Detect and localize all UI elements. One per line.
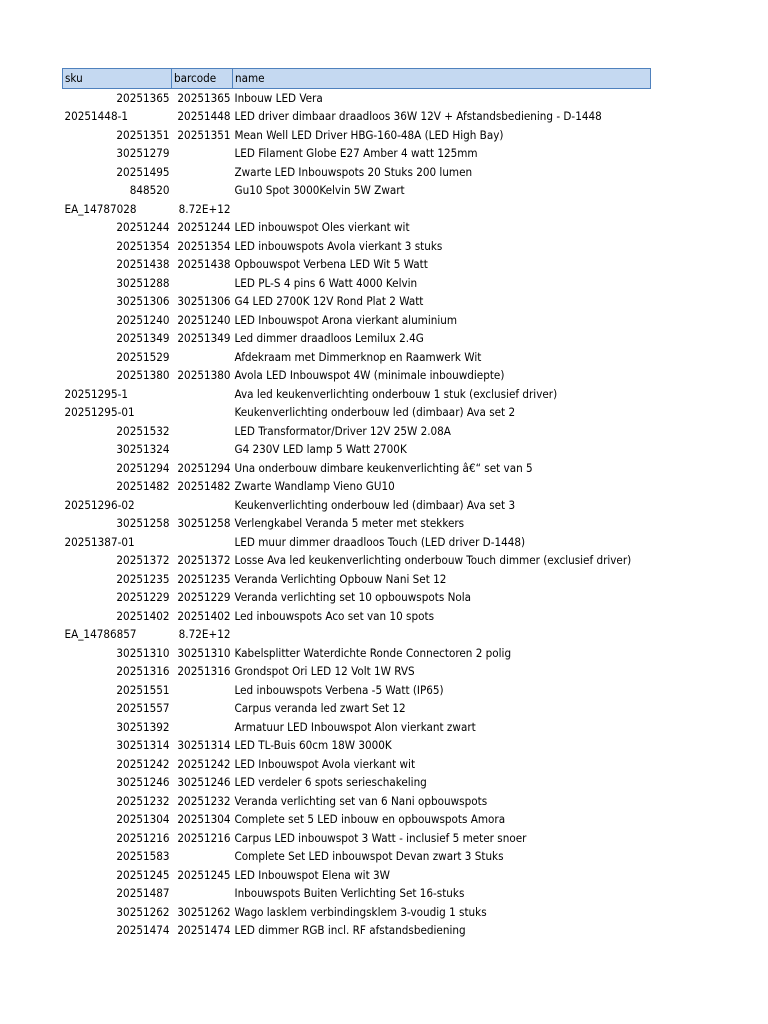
sku-cell[interactable]: 20251240 bbox=[116, 312, 170, 327]
barcode-cell[interactable] bbox=[172, 533, 233, 552]
name-cell[interactable]: LED verdeler 6 spots serieschakeling bbox=[234, 775, 427, 790]
table-row bbox=[63, 773, 651, 792]
name-cell[interactable]: Keukenverlichting onderbouw led (dimbaar) Ava set 2 bbox=[234, 405, 516, 420]
barcode-cell[interactable]: 30251314 bbox=[177, 738, 231, 753]
barcode-cell[interactable]: 20251245 bbox=[177, 867, 231, 882]
name-cell[interactable]: Veranda Verlichting Opbouw Nani Set 12 bbox=[234, 571, 447, 586]
table-row bbox=[63, 718, 651, 737]
name-cell[interactable]: LED inbouwspot Oles vierkant wit bbox=[234, 220, 410, 235]
sku-cell[interactable]: 20251557 bbox=[116, 701, 170, 716]
table-row bbox=[63, 551, 651, 570]
barcode-cell[interactable]: 20251448 bbox=[177, 109, 231, 124]
barcode-cell[interactable]: 20251244 bbox=[177, 220, 231, 235]
barcode-cell[interactable] bbox=[172, 718, 233, 737]
sku-cell[interactable]: 20251387-01 bbox=[64, 534, 135, 549]
name-cell[interactable]: Keukenverlichting onderbouw led (dimbaar) Ava set 3 bbox=[234, 497, 516, 512]
sku-cell[interactable]: 20251242 bbox=[116, 756, 170, 771]
table-row bbox=[63, 477, 651, 496]
table-row bbox=[63, 385, 651, 404]
barcode-cell[interactable]: 20251316 bbox=[177, 664, 231, 679]
sku-cell[interactable]: 20251482 bbox=[116, 479, 170, 494]
sku-cell[interactable]: 20251448-1 bbox=[64, 109, 128, 124]
sku-cell[interactable]: 20251296-02 bbox=[64, 497, 135, 512]
name-cell[interactable]: LED driver dimbaar draadloos 36W 12V + Afstandsbediening - D-1448 bbox=[234, 109, 602, 124]
name-cell[interactable]: Zwarte LED Inbouwspots 20 Stuks 200 lumen bbox=[234, 164, 473, 179]
table-row bbox=[63, 810, 651, 829]
sku-cell[interactable]: 20251532 bbox=[116, 423, 170, 438]
barcode-cell[interactable]: 20251242 bbox=[177, 756, 231, 771]
sku-cell[interactable]: 30251258 bbox=[116, 516, 170, 531]
name-cell[interactable]: Losse Ava led keukenverlichting onderbouw Touch dimmer (exclusief driver) bbox=[234, 553, 632, 568]
barcode-cell[interactable] bbox=[172, 274, 233, 293]
barcode-cell[interactable]: 20251294 bbox=[177, 460, 231, 475]
sku-cell[interactable]: 30251392 bbox=[116, 719, 170, 734]
name-cell[interactable]: LED TL-Buis 60cm 18W 3000K bbox=[234, 738, 392, 753]
sku-cell[interactable]: 20251294 bbox=[116, 460, 170, 475]
table-row bbox=[63, 403, 651, 422]
barcode-cell[interactable] bbox=[172, 181, 233, 200]
name-cell[interactable]: Ava led keukenverlichting onderbouw 1 stuk (exclusief driver) bbox=[234, 386, 558, 401]
barcode-cell[interactable]: 30251310 bbox=[177, 645, 231, 660]
sku-cell[interactable]: 20251583 bbox=[116, 849, 170, 864]
barcode-cell[interactable]: 20251402 bbox=[177, 608, 231, 623]
barcode-cell[interactable]: 30251258 bbox=[177, 516, 231, 531]
barcode-cell[interactable]: 8.72E+12 bbox=[178, 627, 231, 642]
table-row bbox=[63, 440, 651, 459]
table-row bbox=[63, 366, 651, 385]
name-cell[interactable]: Carpus veranda led zwart Set 12 bbox=[234, 701, 406, 716]
name-cell[interactable] bbox=[233, 200, 651, 219]
name-cell[interactable]: Wago lasklem verbindingsklem 3-voudig 1 stuks bbox=[234, 904, 487, 919]
barcode-cell[interactable] bbox=[172, 348, 233, 367]
barcode-cell[interactable] bbox=[172, 884, 233, 903]
table-row bbox=[63, 847, 651, 866]
barcode-cell[interactable]: 20251438 bbox=[177, 257, 231, 272]
name-cell[interactable]: Led dimmer draadloos Lemilux 2.4G bbox=[234, 331, 424, 346]
table-row bbox=[63, 625, 651, 644]
table-row bbox=[63, 681, 651, 700]
sku-cell[interactable]: 20251495 bbox=[116, 164, 170, 179]
table-row bbox=[63, 533, 651, 552]
sku-cell[interactable]: 30251279 bbox=[116, 146, 170, 161]
table-row bbox=[63, 699, 651, 718]
name-cell[interactable]: Una onderbouw dimbare keukenverlichting â€“ set van 5 bbox=[234, 460, 533, 475]
barcode-cell[interactable]: 20251474 bbox=[177, 923, 231, 938]
name-cell[interactable]: Zwarte Wandlamp Vieno GU10 bbox=[234, 479, 395, 494]
name-cell[interactable]: Opbouwspot Verbena LED Wit 5 Watt bbox=[234, 257, 428, 272]
sku-cell[interactable]: 30251324 bbox=[116, 442, 170, 457]
barcode-cell[interactable]: 20251372 bbox=[177, 553, 231, 568]
sku-cell[interactable]: 20251487 bbox=[116, 886, 170, 901]
name-cell[interactable]: Inbouwspots Buiten Verlichting Set 16-stuks bbox=[234, 886, 465, 901]
name-cell[interactable]: Avola LED Inbouwspot 4W (minimale inbouwdiepte) bbox=[234, 368, 505, 383]
table-row bbox=[63, 736, 651, 755]
table-row bbox=[63, 459, 651, 478]
barcode-cell[interactable]: 20251216 bbox=[177, 830, 231, 845]
table-row bbox=[63, 422, 651, 441]
barcode-cell[interactable]: 30251262 bbox=[177, 904, 231, 919]
name-cell[interactable]: G4 LED 2700K 12V Rond Plat 2 Watt bbox=[234, 294, 424, 309]
barcode-cell[interactable]: 20251240 bbox=[177, 312, 231, 327]
barcode-cell[interactable] bbox=[172, 422, 233, 441]
barcode-cell[interactable]: 30251246 bbox=[177, 775, 231, 790]
table-row bbox=[63, 311, 651, 330]
column-header-name[interactable]: name bbox=[233, 69, 651, 89]
column-header-sku[interactable]: sku bbox=[63, 69, 172, 89]
name-cell[interactable]: Mean Well LED Driver HBG-160-48A (LED High Bay) bbox=[234, 127, 504, 142]
name-cell[interactable]: LED dimmer RGB incl. RF afstandsbediening bbox=[234, 923, 466, 938]
sku-cell[interactable]: 20251235 bbox=[116, 571, 170, 586]
table-row bbox=[63, 329, 651, 348]
barcode-cell[interactable]: 20251232 bbox=[177, 793, 231, 808]
barcode-cell[interactable]: 20251482 bbox=[177, 479, 231, 494]
column-header-barcode[interactable]: barcode bbox=[172, 69, 233, 89]
header-row bbox=[63, 69, 651, 89]
table-row bbox=[63, 903, 651, 922]
name-cell[interactable]: Inbouw LED Vera bbox=[234, 90, 323, 105]
table-row bbox=[63, 181, 651, 200]
name-cell[interactable]: LED Inbouwspot Elena wit 3W bbox=[234, 867, 390, 882]
name-cell[interactable]: LED Filament Globe E27 Amber 4 watt 125mm bbox=[234, 146, 478, 161]
barcode-cell[interactable] bbox=[172, 144, 233, 163]
name-cell[interactable]: Complete set 5 LED inbouw en opbouwspots Amora bbox=[234, 812, 506, 827]
table-row bbox=[63, 88, 651, 107]
sku-cell[interactable]: 20251232 bbox=[116, 793, 170, 808]
sku-cell[interactable]: 30251288 bbox=[116, 275, 170, 290]
product-sheet bbox=[62, 68, 651, 940]
barcode-cell[interactable]: 8.72E+12 bbox=[178, 201, 231, 216]
sku-cell[interactable]: 30251314 bbox=[116, 738, 170, 753]
name-cell[interactable]: Carpus LED inbouwspot 3 Watt - inclusief 5 meter snoer bbox=[234, 830, 527, 845]
table-row bbox=[63, 607, 651, 626]
table-row bbox=[63, 200, 651, 219]
sku-cell[interactable]: 20251351 bbox=[116, 127, 170, 142]
name-cell[interactable]: Kabelsplitter Waterdichte Ronde Connectoren 2 polig bbox=[234, 645, 512, 660]
barcode-cell[interactable]: 20251380 bbox=[177, 368, 231, 383]
name-cell[interactable]: LED Inbouwspot Arona vierkant aluminium bbox=[234, 312, 458, 327]
table-row bbox=[63, 921, 651, 940]
sku-cell[interactable]: 30251262 bbox=[116, 904, 170, 919]
name-cell[interactable]: Complete Set LED inbouwspot Devan zwart 3 Stuks bbox=[234, 849, 504, 864]
name-cell[interactable]: Afdekraam met Dimmerknop en Raamwerk Wit bbox=[234, 349, 482, 364]
barcode-cell[interactable]: 20251349 bbox=[177, 331, 231, 346]
name-cell[interactable]: Led inbouwspots Verbena -5 Watt (IP65) bbox=[234, 682, 444, 697]
name-cell[interactable]: Veranda verlichting set 10 opbouwspots Nola bbox=[234, 590, 472, 605]
table-row bbox=[63, 792, 651, 811]
name-cell[interactable]: Led inbouwspots Aco set van 10 spots bbox=[234, 608, 435, 623]
sku-cell[interactable]: 848520 bbox=[129, 183, 170, 198]
name-cell[interactable]: LED PL-S 4 pins 6 Watt 4000 Kelvin bbox=[234, 275, 418, 290]
sku-cell[interactable]: 20251474 bbox=[116, 923, 170, 938]
table-row bbox=[63, 866, 651, 885]
sku-cell[interactable]: 20251244 bbox=[116, 220, 170, 235]
table-row bbox=[63, 755, 651, 774]
table-row bbox=[63, 255, 651, 274]
table-row bbox=[63, 884, 651, 903]
table-row bbox=[63, 348, 651, 367]
sku-cell[interactable]: 20251529 bbox=[116, 349, 170, 364]
sku-cell[interactable]: 20251349 bbox=[116, 331, 170, 346]
sku-cell[interactable]: 20251354 bbox=[116, 238, 170, 253]
sku-cell[interactable]: 20251438 bbox=[116, 257, 170, 272]
barcode-cell[interactable] bbox=[172, 681, 233, 700]
name-cell[interactable]: Grondspot Ori LED 12 Volt 1W RVS bbox=[234, 664, 415, 679]
sku-cell[interactable]: 20251402 bbox=[116, 608, 170, 623]
table-row bbox=[63, 588, 651, 607]
table-row bbox=[63, 829, 651, 848]
sku-cell[interactable]: 30251310 bbox=[116, 645, 170, 660]
sku-cell[interactable]: 20251295-1 bbox=[64, 386, 128, 401]
name-cell[interactable]: LED Inbouwspot Avola vierkant wit bbox=[234, 756, 416, 771]
table-row bbox=[63, 126, 651, 145]
sku-cell[interactable]: 30251246 bbox=[116, 775, 170, 790]
table-row bbox=[63, 570, 651, 589]
table-row bbox=[63, 292, 651, 311]
table-row bbox=[63, 496, 651, 515]
name-cell[interactable]: Veranda verlichting set van 6 Nani opbouwspots bbox=[234, 793, 488, 808]
barcode-cell[interactable]: 20251351 bbox=[177, 127, 231, 142]
table-row bbox=[63, 514, 651, 533]
name-cell[interactable]: Verlengkabel Veranda 5 meter met stekkers bbox=[234, 516, 465, 531]
sku-cell[interactable]: 20251229 bbox=[116, 590, 170, 605]
sku-cell[interactable]: 20251365 bbox=[116, 90, 170, 105]
barcode-cell[interactable] bbox=[172, 403, 233, 422]
barcode-cell[interactable]: 20251235 bbox=[177, 571, 231, 586]
barcode-cell[interactable] bbox=[172, 163, 233, 182]
barcode-cell[interactable]: 30251306 bbox=[177, 294, 231, 309]
sku-cell[interactable]: 20251304 bbox=[116, 812, 170, 827]
table-row bbox=[63, 218, 651, 237]
sku-cell[interactable]: 20251245 bbox=[116, 867, 170, 882]
name-cell[interactable]: G4 230V LED lamp 5 Watt 2700K bbox=[234, 442, 407, 457]
sku-cell[interactable]: 20251372 bbox=[116, 553, 170, 568]
barcode-cell[interactable] bbox=[172, 440, 233, 459]
sku-cell[interactable]: EA_14786857 bbox=[64, 627, 137, 642]
barcode-cell[interactable] bbox=[172, 385, 233, 404]
barcode-cell[interactable]: 20251304 bbox=[177, 812, 231, 827]
sku-cell[interactable]: 20251316 bbox=[116, 664, 170, 679]
name-cell[interactable]: LED inbouwspots Avola vierkant 3 stuks bbox=[234, 238, 443, 253]
sku-cell[interactable]: EA_14787028 bbox=[64, 201, 137, 216]
name-cell[interactable]: Gu10 Spot 3000Kelvin 5W Zwart bbox=[234, 183, 405, 198]
barcode-cell[interactable]: 20251229 bbox=[177, 590, 231, 605]
table-row bbox=[63, 662, 651, 681]
barcode-cell[interactable]: 20251354 bbox=[177, 238, 231, 253]
sku-cell[interactable]: 20251216 bbox=[116, 830, 170, 845]
table-row bbox=[63, 237, 651, 256]
table-row bbox=[63, 144, 651, 163]
barcode-cell[interactable] bbox=[172, 847, 233, 866]
table-row bbox=[63, 644, 651, 663]
barcode-cell[interactable] bbox=[172, 699, 233, 718]
table-body bbox=[63, 88, 651, 940]
table-row bbox=[63, 274, 651, 293]
name-cell[interactable]: Armatuur LED Inbouwspot Alon vierkant zwart bbox=[234, 719, 476, 734]
name-cell[interactable] bbox=[233, 625, 651, 644]
sku-cell[interactable]: 20251551 bbox=[116, 682, 170, 697]
sku-cell[interactable]: 30251306 bbox=[116, 294, 170, 309]
name-cell[interactable]: LED Transformator/Driver 12V 25W 2.08A bbox=[234, 423, 451, 438]
table-row bbox=[63, 107, 651, 126]
sku-cell[interactable]: 20251380 bbox=[116, 368, 170, 383]
barcode-cell[interactable] bbox=[172, 496, 233, 515]
barcode-cell[interactable]: 20251365 bbox=[177, 90, 231, 105]
sku-cell[interactable]: 20251295-01 bbox=[64, 405, 135, 420]
table-row bbox=[63, 163, 651, 182]
name-cell[interactable]: LED muur dimmer draadloos Touch (LED driver D-1448) bbox=[234, 534, 526, 549]
